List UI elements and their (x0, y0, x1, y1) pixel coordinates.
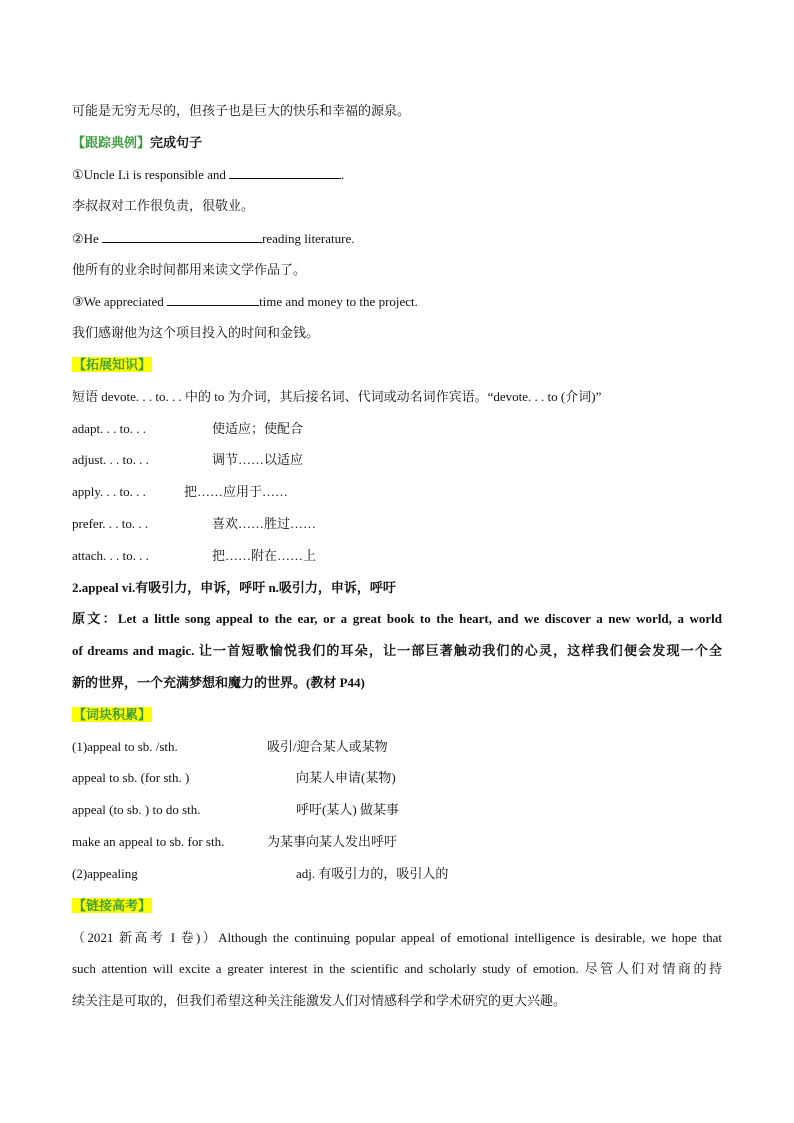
gaokao-heading: 【链接高考】 (73, 898, 152, 913)
word-title: 2.appeal vi.有吸引力，申诉，呼吁 n.吸引力，申诉，呼吁 (72, 580, 396, 595)
chunk-zh-1: 向某人申请(某物) (296, 770, 396, 785)
exercise-3-blank[interactable] (167, 292, 259, 306)
chunk-zh-0: 吸引/迎合某人或某物 (267, 739, 388, 754)
exercise-3 (72, 292, 418, 311)
exercise-3-post: time and money to the project. (259, 294, 418, 309)
chunk-zh-2: 呼吁(某人) 做某事 (296, 802, 399, 817)
tracking-instruction: 完成句子 (150, 135, 203, 150)
tracking-heading: 【跟踪典例】 (72, 135, 151, 150)
exercise-1-blank[interactable] (229, 165, 341, 179)
gaokao-line-1: （2021 新高考 I 卷)）Although the continuing popular appeal of emotional intelligence is desirable, we hope that (72, 930, 722, 945)
phrase-zh-1: 调节……以适应 (212, 452, 304, 467)
exercise-2-pre: ②He (72, 231, 103, 246)
gaokao-line-3: 续关注是可取的，但我们希望这种关注能激发人们对情感科学和学术研究的更大兴趣。 (72, 993, 567, 1008)
phrase-en-2: apply. . . to. . . (72, 484, 146, 499)
chunk-en-1: appeal to sb. (for sth. ) (72, 770, 190, 785)
exercise-1-pre: ①Uncle Li is responsible and (72, 167, 230, 182)
exercise-1 (72, 165, 344, 184)
chunk-en-4: (2)appealing (72, 866, 138, 881)
chunk-zh-3: 为某事向某人发出呼吁 (267, 834, 398, 849)
phrase-zh-2: 把……应用于…… (184, 484, 289, 499)
exercise-1-translation: 李叔叔对工作很负责，很敬业。 (72, 198, 255, 213)
exercise-1-post: . (341, 167, 345, 182)
phrase-en-4: attach. . . to. . . (72, 548, 149, 563)
chunk-en-2: appeal (to sb. ) to do sth. (72, 802, 201, 817)
phrase-zh-0: 使适应；使配合 (212, 421, 304, 436)
chunk-en-3: make an appeal to sb. for sth. (72, 834, 225, 849)
original-line-1: 原文：Let a little song appeal to the ear, or a great book to the heart, and we discover a new world, a world (72, 611, 722, 626)
exercise-3-pre: ③We appreciated (72, 294, 168, 309)
expand-heading: 【拓展知识】 (73, 357, 152, 372)
phrase-zh-3: 喜欢……胜过…… (212, 516, 317, 531)
chunk-en-0: (1)appeal to sb. /sth. (72, 739, 178, 754)
exercise-2-blank[interactable] (102, 229, 262, 243)
phrase-zh-4: 把……附在……上 (212, 548, 317, 563)
exercise-3-translation: 我们感谢他为这个项目投入的时间和金钱。 (72, 325, 320, 340)
phrase-en-0: adapt. . . to. . . (72, 421, 147, 436)
chunk-zh-4: adj. 有吸引力的，吸引人的 (296, 866, 449, 881)
phrase-en-1: adjust. . . to. . . (72, 452, 149, 467)
exercise-2-translation: 他所有的业余时间都用来读文学作品了。 (72, 262, 307, 277)
original-line-3: 新的世界，一个充满梦想和魔力的世界。(教材 P44) (72, 675, 365, 690)
gaokao-line-2: such attention will excite a greater interest in the scientific and scholarly study of emotion. 尽管人们对情商的持 (72, 961, 722, 976)
exercise-2-post: reading literature. (262, 231, 355, 246)
chunks-heading: 【词块积累】 (73, 707, 152, 722)
phrase-en-3: prefer. . . to. . . (72, 516, 149, 531)
original-line-2: of dreams and magic. 让一首短歌愉悦我们的耳朵，让一部巨著触动我们的心灵，这样我们便会发现一个全 (72, 643, 722, 658)
intro-line: 可能是无穷无尽的，但孩子也是巨大的快乐和幸福的源泉。 (72, 103, 411, 118)
exercise-2 (72, 229, 354, 248)
tracking-section-heading (72, 134, 202, 152)
expand-note: 短语 devote. . . to. . . 中的 to 为介词，其后接名词、代词或动名词作宾语。“devote. . . to (介词)” (72, 389, 602, 404)
